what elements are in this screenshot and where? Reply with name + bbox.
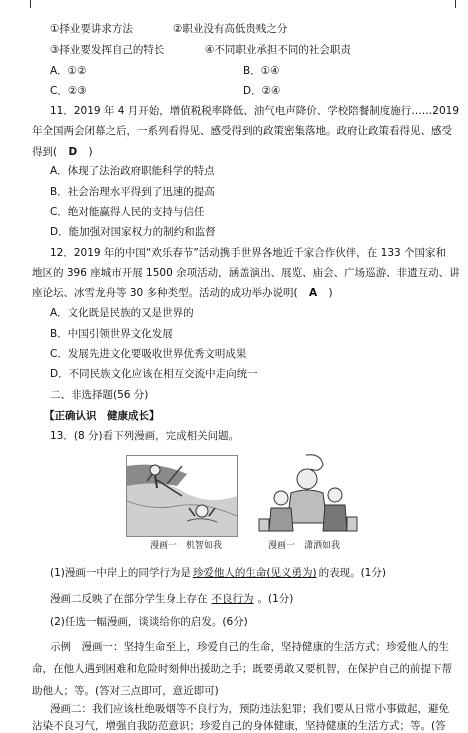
q12-option-a: A．文化既是民族的又是世界的	[50, 307, 194, 319]
q11-option-d: D．能加强对国家权力的制约和监督	[50, 226, 216, 238]
comic-one-image	[126, 455, 238, 537]
q12-line3	[32, 286, 333, 300]
example-line1: 示例 漫画一：坚持生命至上，珍爱自己的生命，坚持健康的生活方式；珍爱他人的生	[50, 641, 449, 653]
comic-one-drawing	[127, 456, 237, 536]
q13-part1b	[50, 592, 293, 606]
q12-option-b: B．中国引领世界文化发展	[50, 328, 173, 340]
q11-line1: 11．2019 年 4 月开始，增值税税率降低、油气电声降价、学校陪餐制度施行……2019	[50, 105, 459, 117]
q12-option-c: C．发展先进文化要吸收世界优秀文明成果	[50, 348, 247, 360]
q13-part1-answer: 珍爱他人的生命(见义勇为)	[192, 567, 317, 579]
q13-part1-points: 的表现。(1分)	[318, 567, 386, 579]
q11-answer: D	[68, 146, 78, 158]
q13-part1b-stem: 漫画二反映了在部分学生身上存在	[50, 593, 208, 605]
q13-part2: (2)任选一幅漫画，谈谈给你的启发。(6分)	[50, 616, 248, 628]
q11-option-c: C．绝对能赢得人民的支持与信任	[50, 206, 205, 218]
choice-c: C．②③	[50, 85, 87, 97]
q13-part1b-points: 。(1分)	[257, 593, 294, 605]
q13-part1-stem: (1)漫画一中岸上的同学行为是	[50, 567, 191, 579]
q12-answer: A	[308, 287, 318, 299]
q11-option-b: B．社会治理水平得到了迅速的提高	[50, 186, 215, 198]
comic-two-image	[250, 452, 362, 538]
q11-stem-end: 得到(	[32, 146, 58, 158]
comic-one-caption: 漫画一 机智如我	[150, 541, 223, 551]
q12-option-d: D．不同民族文化应该在相互交流中走向统一	[50, 368, 258, 380]
comic-two-caption: 漫画一 潇洒如我	[268, 541, 341, 551]
q12-close-paren: )	[328, 287, 333, 299]
example-line4: 漫画二：我们应该杜绝吸烟等不良行为，预防违法犯罪；我们要从日常小事做起，避免	[50, 703, 449, 715]
q13-stem: 13．(8 分)看下列漫画，完成相关问题。	[50, 430, 240, 442]
q12-line2: 地区的 396 座城市开展 1500 余项活动，涵盖演出、展览、庙会、广场巡游、非遗互动、讲	[32, 267, 460, 279]
example-line3: 助他人；等。(答对三点即可，意近即可)	[32, 685, 219, 697]
section-heading: 二、非选择题(56 分)	[50, 389, 149, 401]
q12-line1: 12．2019 年的中国“欢乐春节”活动携手世界各地近千家合作伙伴，在 133 个国家和	[50, 247, 447, 259]
q12-stem-end: 座论坛、冰雪龙舟等 30 多种类型。活动的成功举办说明(	[32, 287, 298, 299]
sub-heading: 【正确认识 健康成长】	[44, 410, 160, 422]
choice-d: D．②④	[243, 85, 281, 97]
q11-option-a: A．体现了法治政府职能科学的特点	[50, 165, 215, 177]
q13-part1b-answer: 不良行为	[211, 593, 254, 605]
q11-close-paren: )	[88, 146, 93, 158]
option-3: ③择业要发挥自己的特长	[50, 44, 165, 56]
choice-b: B．①④	[243, 65, 280, 77]
q11-line2: 年全国两会闭幕之后，一系列看得见、感受得到的政策密集落地。政府让政策看得见、感受	[32, 125, 452, 137]
margin-rule-left	[30, 0, 31, 8]
choice-a: A．①②	[50, 65, 87, 77]
option-1: ①择业要讲求方法	[50, 23, 133, 35]
example-line5: 沾染不良习气，增强自我防范意识；珍爱自己的身体健康，坚持健康的生活方式；等。(答	[32, 720, 446, 732]
example-line2: 命，在他人遇到困难和危险时刻伸出援助之手；既要勇敢又要机智，在保护自己的前提下帮	[32, 663, 452, 675]
q13-part1	[50, 566, 386, 580]
q11-line3	[32, 145, 93, 159]
comic-two-drawing	[251, 453, 361, 537]
option-2: ②职业没有高低贵贱之分	[173, 23, 288, 35]
margin-rule-right	[455, 0, 456, 8]
option-4: ④不同职业承担不同的社会职责	[205, 44, 351, 56]
